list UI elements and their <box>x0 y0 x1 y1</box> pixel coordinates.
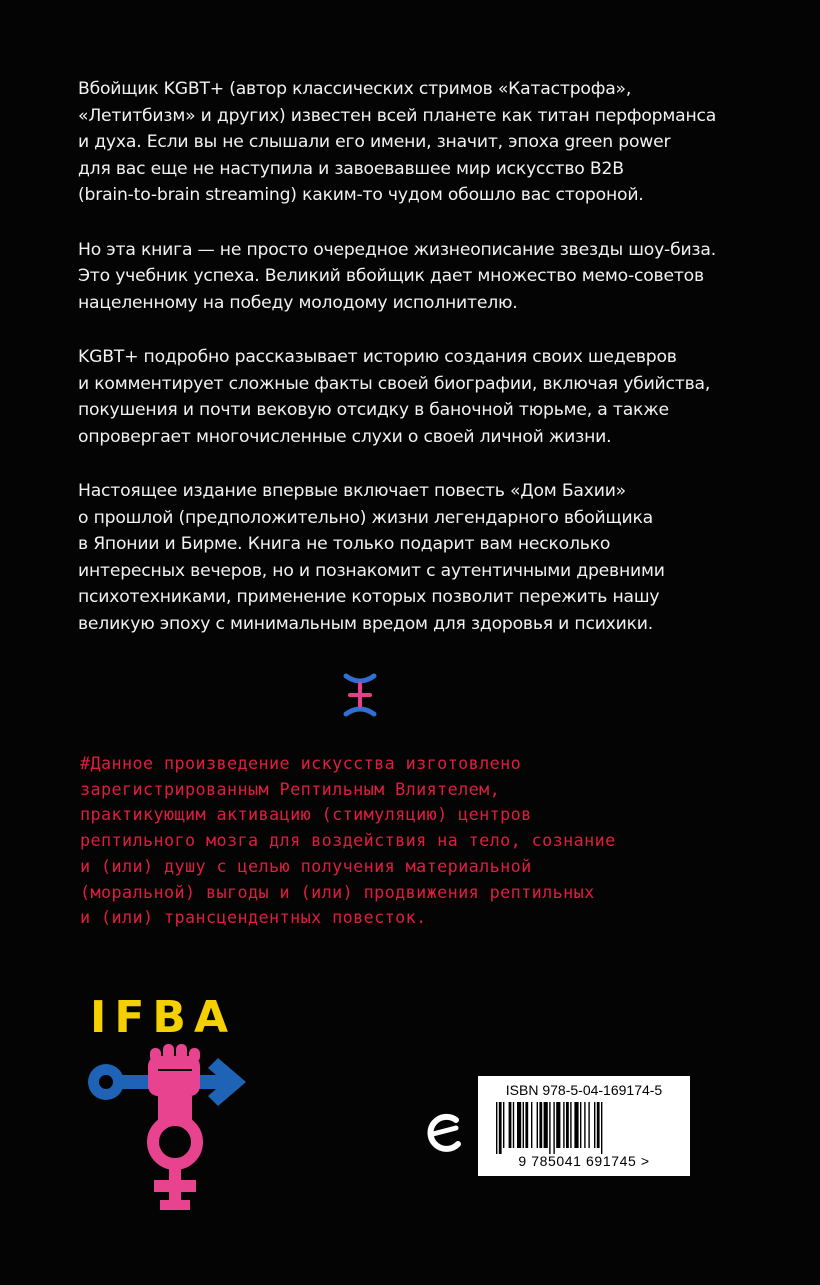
barcode-digits: 9 785041 691745 > <box>518 1153 650 1169</box>
barcode-bar <box>566 1102 569 1148</box>
blurb-line: и духа. Если вы не слышали его имени, значит, эпоха green power <box>78 132 671 152</box>
barcode-bar <box>549 1102 550 1154</box>
barcode-bar <box>588 1102 589 1148</box>
blurb-paragraph-3 <box>78 344 758 450</box>
blurb-line: для вас еще не наступила и завоевавшее мир искусство B2B <box>78 158 624 179</box>
barcode-bar <box>570 1102 571 1148</box>
blurb-line: нацеленному на победу молодому исполнителю. <box>78 292 518 313</box>
blurb-line: (brain-to-brain streaming) каким-то чудом обошло вас стороной. <box>78 185 644 205</box>
barcode-bar <box>584 1102 585 1148</box>
barcode-bar <box>563 1102 564 1148</box>
barcode-bar <box>499 1102 502 1154</box>
barcode-bars <box>496 1102 672 1154</box>
warning-line: рептильного мозга для воздействия на тело, сознание <box>80 830 616 851</box>
barcode-bar <box>503 1102 504 1148</box>
key-fist-venus-icon <box>88 1040 258 1220</box>
warning-line: #Данное произведение искусства изготовлено <box>80 753 522 773</box>
barcode-bar <box>537 1102 538 1148</box>
warning-line: зарегистрированным Рептильным Влиятелем, <box>80 778 501 799</box>
blurb-line: Настоящее издание впервые включает повесть «Дом Бахии» <box>78 481 626 501</box>
book-blurb <box>78 76 758 665</box>
blurb-line: покушения и почти вековую отсидку в баночной тюрьме, а также <box>78 400 669 420</box>
isbn-barcode <box>478 1076 690 1176</box>
blurb-line: великую эпоху с минимальным вредом для здоровья и психики. <box>78 613 654 634</box>
warning-line: и (или) душу с целью получения материальной <box>80 855 532 876</box>
barcode-bar <box>509 1102 512 1148</box>
blurb-line: и комментирует сложные факты своей биографии, включая убийства, <box>78 373 711 394</box>
barcode-bar <box>580 1102 581 1148</box>
barcode-bar <box>531 1102 532 1148</box>
blurb-paragraph-2 <box>78 237 758 317</box>
warning-line: практикующим активацию (стимуляцию) центров <box>80 804 532 825</box>
blurb-paragraph-4 <box>78 478 758 637</box>
isbn-label: ISBN 978-5-04-169174-5 <box>505 1082 663 1098</box>
blurb-line: опровергает многочисленные слухи о своей личной жизни. <box>78 426 612 447</box>
barcode-bar <box>597 1102 600 1148</box>
barcode-bar <box>539 1102 542 1148</box>
barcode-bar <box>594 1102 595 1148</box>
ifba-logo <box>88 992 258 1222</box>
barcode-bar <box>556 1102 560 1148</box>
warning-line: (моральной) выгоды и (или) продвижения рептильных <box>80 881 595 902</box>
blurb-line: KGBT+ подробно рассказывает историю создания своих шедевров <box>78 347 677 367</box>
blurb-line: Но эта книга — не просто очередное жизнеописание звезды шоу-биза. <box>78 239 716 260</box>
blurb-line: в Японии и Бирме. Книга не только подарит вам несколько <box>78 534 611 554</box>
barcode-bar <box>513 1102 514 1148</box>
warning-line: и (или) трансцендентных повесток. <box>80 907 427 928</box>
blurb-line: «Летитбизм» и других) известен всей планете как титан перформанса <box>78 105 717 126</box>
blurb-paragraph-1 <box>78 76 758 209</box>
barcode-bar <box>574 1102 578 1148</box>
barcode-bar <box>544 1102 548 1148</box>
barcode-bar <box>496 1102 497 1154</box>
barcode-bar <box>601 1102 602 1154</box>
blurb-line: о прошлой (предположительно) жизни легендарного вбойщика <box>78 507 653 528</box>
pisces-asterisk-icon <box>340 672 380 718</box>
barcode-bar <box>553 1102 554 1154</box>
eksmo-logo-icon <box>420 1108 466 1158</box>
barcode-bar <box>523 1102 524 1148</box>
blurb-line: психотехниками, применение которых позволит пережить нашу <box>78 587 660 607</box>
reptile-influencer-warning <box>80 751 720 931</box>
barcode-bar <box>517 1102 521 1148</box>
ifba-logo-text: IFBA <box>90 992 237 1043</box>
barcode-bar <box>525 1102 528 1148</box>
blurb-line: Это учебник успеха. Великий вбойщик дает множество мемо-советов <box>78 266 704 286</box>
blurb-line: Вбойщик KGBT+ (автор классических стримов «Катастрофа», <box>78 79 632 99</box>
blurb-line: интересных вечеров, но и познакомит с аутентичными древними <box>78 560 665 581</box>
